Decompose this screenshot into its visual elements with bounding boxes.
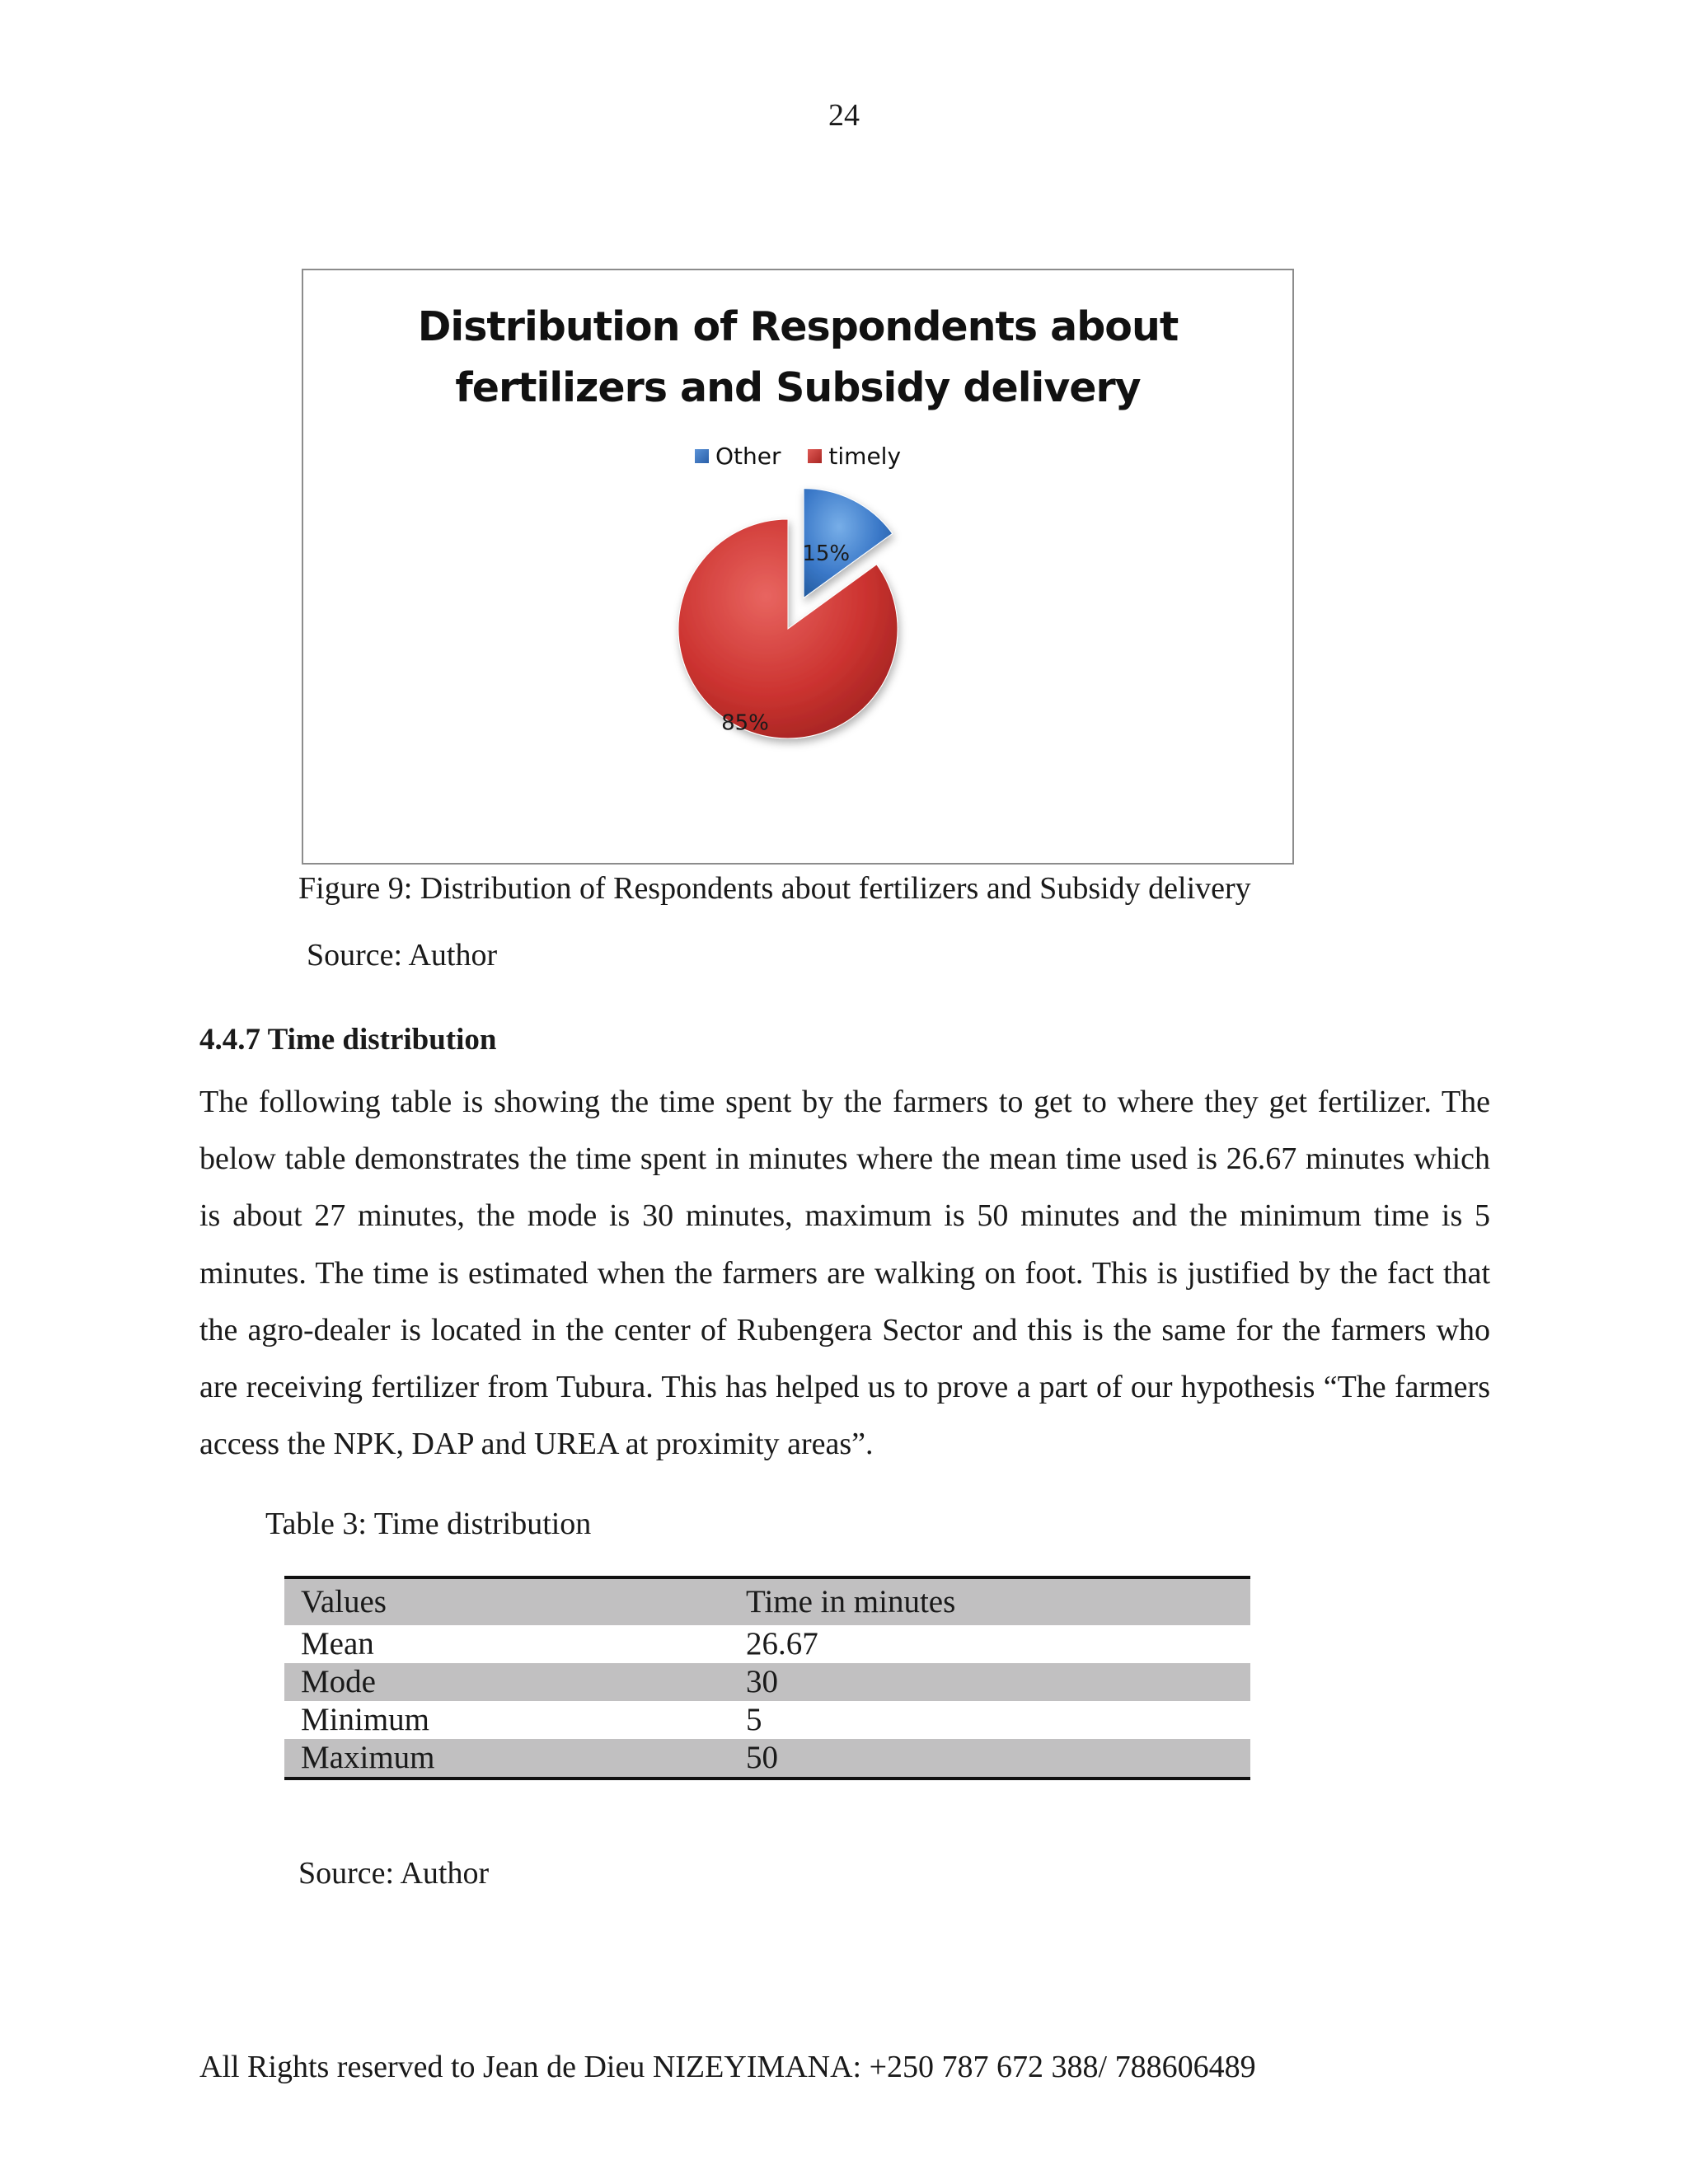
figure-source: Source: Author: [307, 938, 498, 972]
chart-title-line-1: Distribution of Respondents about: [417, 303, 1179, 350]
table-cell-label: Mode: [284, 1663, 746, 1701]
legend-label-other: Other: [715, 443, 781, 470]
page-number: 24: [828, 98, 860, 133]
body-paragraph: The following table is showing the time spent by the farmers to get to where they get fertilizer. The below table demonstrates the time spent in minutes where the mean time used is 26.67 minutes which is about 27 minutes, the mode is 30 minutes, maximum is 50 minutes and the minimum time is 5 minutes. The time is estimated when the farmers are walking on foot. This is justified by the fact that the agro-dealer is located in the center of Rubengera Sector and this is the same for the farmers who are receiving fertilizer from Tubura. This has helped us to prove a part of our hypothesis “The farmers access the NPK, DAP and UREA at proximity areas”.: [199, 1085, 1490, 1462]
figure-caption: Figure 9: Distribution of Respondents about fertilizers and Subsidy delivery: [298, 871, 1251, 906]
table-cell-value: 50: [746, 1739, 1250, 1779]
chart-title-line-2: fertilizers and Subsidy delivery: [455, 364, 1141, 411]
table-source: Source: Author: [298, 1856, 490, 1891]
time-distribution-table: [284, 1576, 1250, 1780]
legend-label-timely: timely: [828, 443, 902, 470]
table-header-time: Time in minutes: [746, 1577, 1250, 1625]
table-cell-label: Mean: [301, 1626, 374, 1661]
table-cell-value: 30: [746, 1663, 1250, 1701]
table-header-row: [284, 1577, 1250, 1625]
pie-plot-area: [303, 270, 1292, 863]
table-header-values: Values: [284, 1577, 746, 1625]
pie-label-timely: 85%: [721, 710, 769, 736]
table-row: [284, 1701, 1250, 1739]
table-cell-value: 26.67: [746, 1626, 818, 1661]
table-row: [284, 1625, 1250, 1663]
table-cell-label: Minimum: [301, 1702, 430, 1737]
section-heading: 4.4.7 Time distribution: [199, 1023, 497, 1057]
page-footer: All Rights reserved to Jean de Dieu NIZEYIMANA: +250 787 672 388/ 788606489: [199, 2050, 1256, 2084]
table-cell-value: 5: [746, 1702, 762, 1737]
pie-label-other: 15%: [802, 541, 851, 566]
table-row: [284, 1739, 1250, 1779]
table-cell-label: Maximum: [284, 1739, 746, 1779]
table-caption: Table 3: Time distribution: [265, 1507, 592, 1541]
pie-chart: [302, 269, 1294, 865]
table-row: [284, 1663, 1250, 1701]
